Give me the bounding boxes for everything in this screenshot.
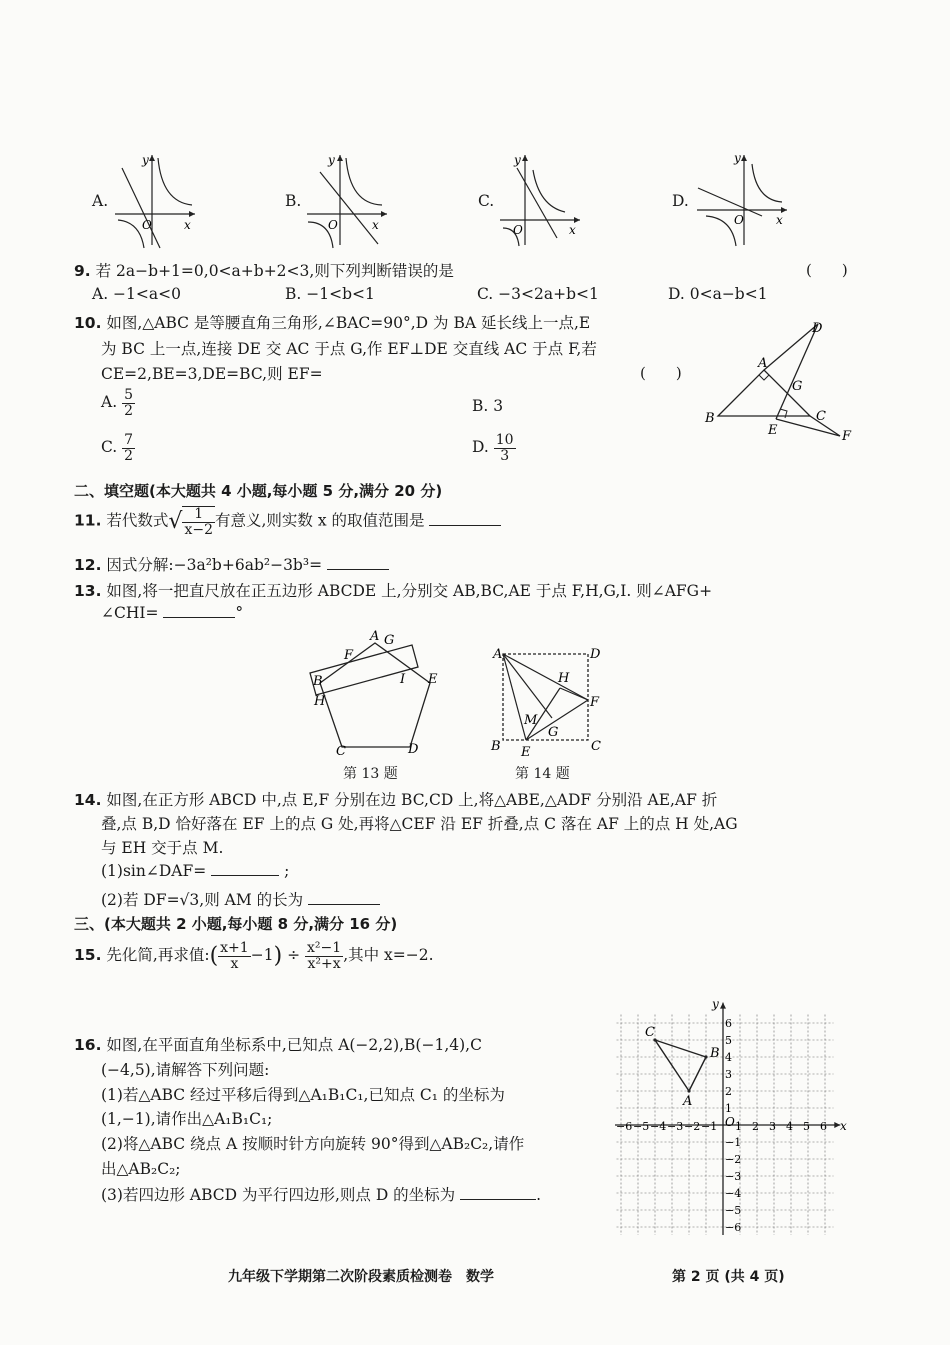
q10-option-b[interactable]: B. 3 (472, 397, 504, 415)
q15-pre: 先化简,再求值: (106, 946, 210, 965)
q9-answer-paren[interactable]: ( ) (806, 261, 848, 279)
point-label-c: C (645, 1025, 655, 1040)
q9-option-d[interactable]: D. 0<a−b<1 (668, 285, 768, 303)
y-tick-label: −4 (725, 1187, 742, 1200)
q14-number: 14. (74, 791, 102, 809)
q11-pre: 若代数式 (106, 511, 169, 530)
q9-option-b[interactable]: B. −1<b<1 (285, 285, 375, 303)
q10-option-a[interactable]: A. $\frac{5}{2}$ (101, 387, 133, 419)
q13-answer-blank[interactable] (163, 603, 235, 618)
q12-number: 12. (74, 556, 102, 574)
q11-answer-blank[interactable] (429, 511, 501, 526)
question-11: 11. 若代数式√ $\frac{1}{x-2}$ 有意义,则实数 x 的取值范围是 (74, 506, 501, 537)
x-tick-label: 5 (803, 1120, 810, 1133)
y-tick-label: −5 (725, 1204, 742, 1217)
q13-number: 13. (74, 582, 102, 600)
q14-line-1: 如图,在正方形 ABCD 中,点 E,F 分别在边 BC,CD 上,将△ABE,△ADF 分别沿 AE,AF 折 (106, 791, 718, 809)
section-2-title: 二、填空题(本大题共 4 小题,每小题 5 分,满分 20 分) (74, 482, 443, 500)
q16-answer-blank[interactable] (460, 1185, 536, 1200)
q10-number: 10. (74, 314, 102, 332)
svg-text:O: O (734, 213, 744, 227)
point-a (687, 1089, 690, 1092)
q9-stem: 若 2a−b+1=0,0<a+b+2<3,则下列判断错误的是 (95, 262, 454, 280)
q16-sub-3: (3)若四边形 ABCD 为平行四边形,则点 D 的坐标为 (101, 1186, 456, 1204)
svg-text:D: D (590, 647, 601, 662)
q8-graph-a (110, 150, 200, 250)
triangle-abc (655, 1040, 706, 1091)
svg-text:B: B (491, 739, 501, 754)
svg-text:F: F (344, 648, 354, 663)
x-tick-label: 6 (820, 1120, 827, 1133)
q16-coordinate-grid (615, 995, 855, 1235)
y-tick-label: 3 (725, 1068, 732, 1081)
svg-text:y: y (514, 153, 521, 167)
footer-exam-title: 九年级下学期第二次阶段素质检测卷 数学 (228, 1269, 494, 1285)
x-tick-label: 3 (769, 1120, 776, 1133)
point-b (704, 1055, 707, 1058)
svg-text:D: D (812, 321, 823, 336)
y-tick-label: 2 (725, 1085, 732, 1098)
q14-sub-1: (1)sin∠DAF= (101, 862, 207, 880)
q9-option-c[interactable]: C. −3<2a+b<1 (477, 285, 599, 303)
q9-number: 9. (74, 262, 91, 280)
q8-graph-d (692, 150, 792, 250)
section-3-title: 三、(本大题共 2 小题,每小题 8 分,满分 16 分) (74, 915, 398, 933)
y-tick-label: −2 (725, 1153, 742, 1166)
y-tick-label: 1 (725, 1102, 732, 1115)
svg-text:y: y (142, 153, 149, 167)
svg-text:G: G (384, 633, 395, 648)
q10-figure (700, 312, 870, 452)
svg-text:M: M (524, 713, 538, 728)
q16-number: 16. (74, 1036, 102, 1054)
svg-text:D: D (408, 742, 419, 757)
svg-text:O: O (328, 218, 338, 232)
footer-page-number: 第 2 页 (共 4 页) (672, 1269, 785, 1285)
y-tick-label: −6 (725, 1221, 742, 1234)
q14-sub1-answer-blank[interactable] (211, 861, 279, 876)
x-tick-label: −5 (633, 1120, 650, 1133)
q9-option-a[interactable]: A. −1<a<0 (92, 285, 181, 303)
q14-sub2-answer-blank[interactable] (308, 890, 380, 905)
q10-option-d[interactable]: D. $\frac{10}{3}$ (472, 432, 514, 464)
svg-text:y: y (328, 153, 335, 167)
svg-text:A: A (370, 629, 380, 644)
x-tick-label: −2 (684, 1120, 701, 1133)
q8-graph-b (302, 150, 392, 250)
question-15: 15. 先化简,再求值:( $\frac{x+1}{x}$ −1) ÷ $\frac{\text{x²−1}}{\text{x²+x}}$ ,其中 x=−2. (74, 940, 434, 972)
q13-line-1: 如图,将一把直尺放在正五边形 ABCDE 上,分别交 AB,BC,AE 于点 F,H,G,I. 则∠AFG+ (106, 582, 713, 600)
x-tick-label: −1 (701, 1120, 718, 1133)
point-label-a: A (683, 1094, 693, 1109)
q13-caption: 第 13 题 (343, 766, 398, 782)
q16-sub-1b: (1,−1),请作出△A₁B₁C₁; (101, 1110, 273, 1128)
q13-line-2: ∠CHI= (101, 604, 159, 622)
q10-answer-paren[interactable]: ( ) (640, 364, 682, 382)
svg-text:O: O (142, 218, 152, 232)
q16-sub-1a: (1)若△ABC 经过平移后得到△A₁B₁C₁,已知点 C₁ 的坐标为 (101, 1086, 505, 1104)
q13-figure (300, 625, 460, 765)
y-axis-label: y (712, 997, 719, 1011)
q11-post: 有意义,则实数 x 的取值范围是 (215, 511, 425, 530)
q11-number: 11. (74, 511, 102, 530)
x-tick-label: 4 (786, 1120, 793, 1133)
y-tick-label: 4 (725, 1051, 732, 1064)
q16-sub-2b: 出△AB₂C₂; (101, 1160, 181, 1178)
svg-text:H: H (314, 694, 326, 709)
svg-text:C: C (816, 409, 826, 424)
y-axis-arrow (720, 1003, 726, 1009)
svg-text:F: F (842, 429, 852, 444)
q12-text: 因式分解:−3a²b+6ab²−3b³= (106, 556, 323, 574)
svg-text:A: A (493, 647, 503, 662)
q8-option-c-label[interactable]: C. (478, 192, 495, 210)
q14-caption: 第 14 题 (515, 766, 570, 782)
q10-line-1: 如图,△ABC 是等腰直角三角形,∠BAC=90°,D 为 BA 延长线上一点,E (106, 314, 591, 332)
q8-option-b-label[interactable]: B. (285, 192, 302, 210)
q14-sub-2: (2)若 DF=√3,则 AM 的长为 (101, 891, 304, 909)
q16-sub-2a: (2)将△ABC 绕点 A 按顺时针方向旋转 90°得到△AB₂C₂,请作 (101, 1135, 525, 1153)
q14-figure (488, 640, 608, 760)
q10-line-3: CE=2,BE=3,DE=BC,则 EF= (101, 365, 323, 383)
svg-text:E: E (428, 672, 438, 687)
q16-line-1: 如图,在平面直角坐标系中,已知点 A(−2,2),B(−1,4),C (106, 1036, 482, 1054)
svg-text:B: B (313, 674, 323, 689)
svg-text:H: H (558, 671, 570, 686)
y-tick-label: −3 (725, 1170, 742, 1183)
svg-text:y: y (734, 151, 741, 165)
q14-line-3: 与 EH 交于点 M. (101, 839, 224, 857)
svg-text:B: B (705, 411, 715, 426)
question-12 (74, 553, 389, 575)
svg-text:E: E (768, 423, 778, 438)
svg-text:E: E (521, 745, 531, 760)
x-tick-label: −6 (616, 1120, 633, 1133)
q15-post: ,其中 x=−2. (343, 946, 434, 965)
q12-answer-blank[interactable] (327, 555, 389, 570)
svg-text:x: x (776, 213, 783, 227)
q15-number: 15. (74, 946, 102, 965)
svg-text:O: O (513, 223, 523, 237)
q16-line-2: (−4,5),请解答下列问题: (101, 1061, 270, 1079)
svg-text:I: I (400, 672, 406, 687)
svg-text:G: G (792, 379, 803, 394)
q10-line-2: 为 BC 上一点,连接 DE 交 AC 于点 G,作 EF⊥DE 交直线 AC 于点 F,若 (101, 340, 597, 358)
q8-option-d-label[interactable]: D. (672, 192, 689, 210)
svg-text:x: x (372, 218, 379, 232)
x-tick-label: 1 (735, 1120, 742, 1133)
svg-text:C: C (591, 739, 601, 754)
svg-text:A: A (758, 356, 768, 371)
point-label-b: B (710, 1046, 720, 1061)
q8-graph-c (495, 150, 585, 250)
svg-text:x: x (569, 223, 576, 237)
svg-text:C: C (336, 744, 346, 759)
x-axis-label: x (840, 1119, 847, 1133)
q14-line-2: 叠,点 B,D 恰好落在 EF 上的点 G 处,再将△CEF 沿 EF 折叠,点 C 落在 AF 上的点 H 处,AG (101, 815, 738, 833)
q8-option-a-label[interactable]: A. (92, 192, 109, 210)
y-tick-label: 6 (725, 1017, 732, 1030)
q10-option-c[interactable]: C. $\frac{7}{2}$ (101, 432, 134, 464)
y-tick-label: 5 (725, 1034, 732, 1047)
x-tick-label: −4 (650, 1120, 667, 1133)
svg-text:G: G (548, 725, 559, 740)
x-tick-label: 2 (752, 1120, 759, 1133)
y-tick-label: −1 (725, 1136, 742, 1149)
x-tick-label: −3 (667, 1120, 684, 1133)
origin-label: O (725, 1115, 735, 1129)
svg-text:x: x (184, 218, 191, 232)
svg-text:F: F (590, 695, 600, 710)
